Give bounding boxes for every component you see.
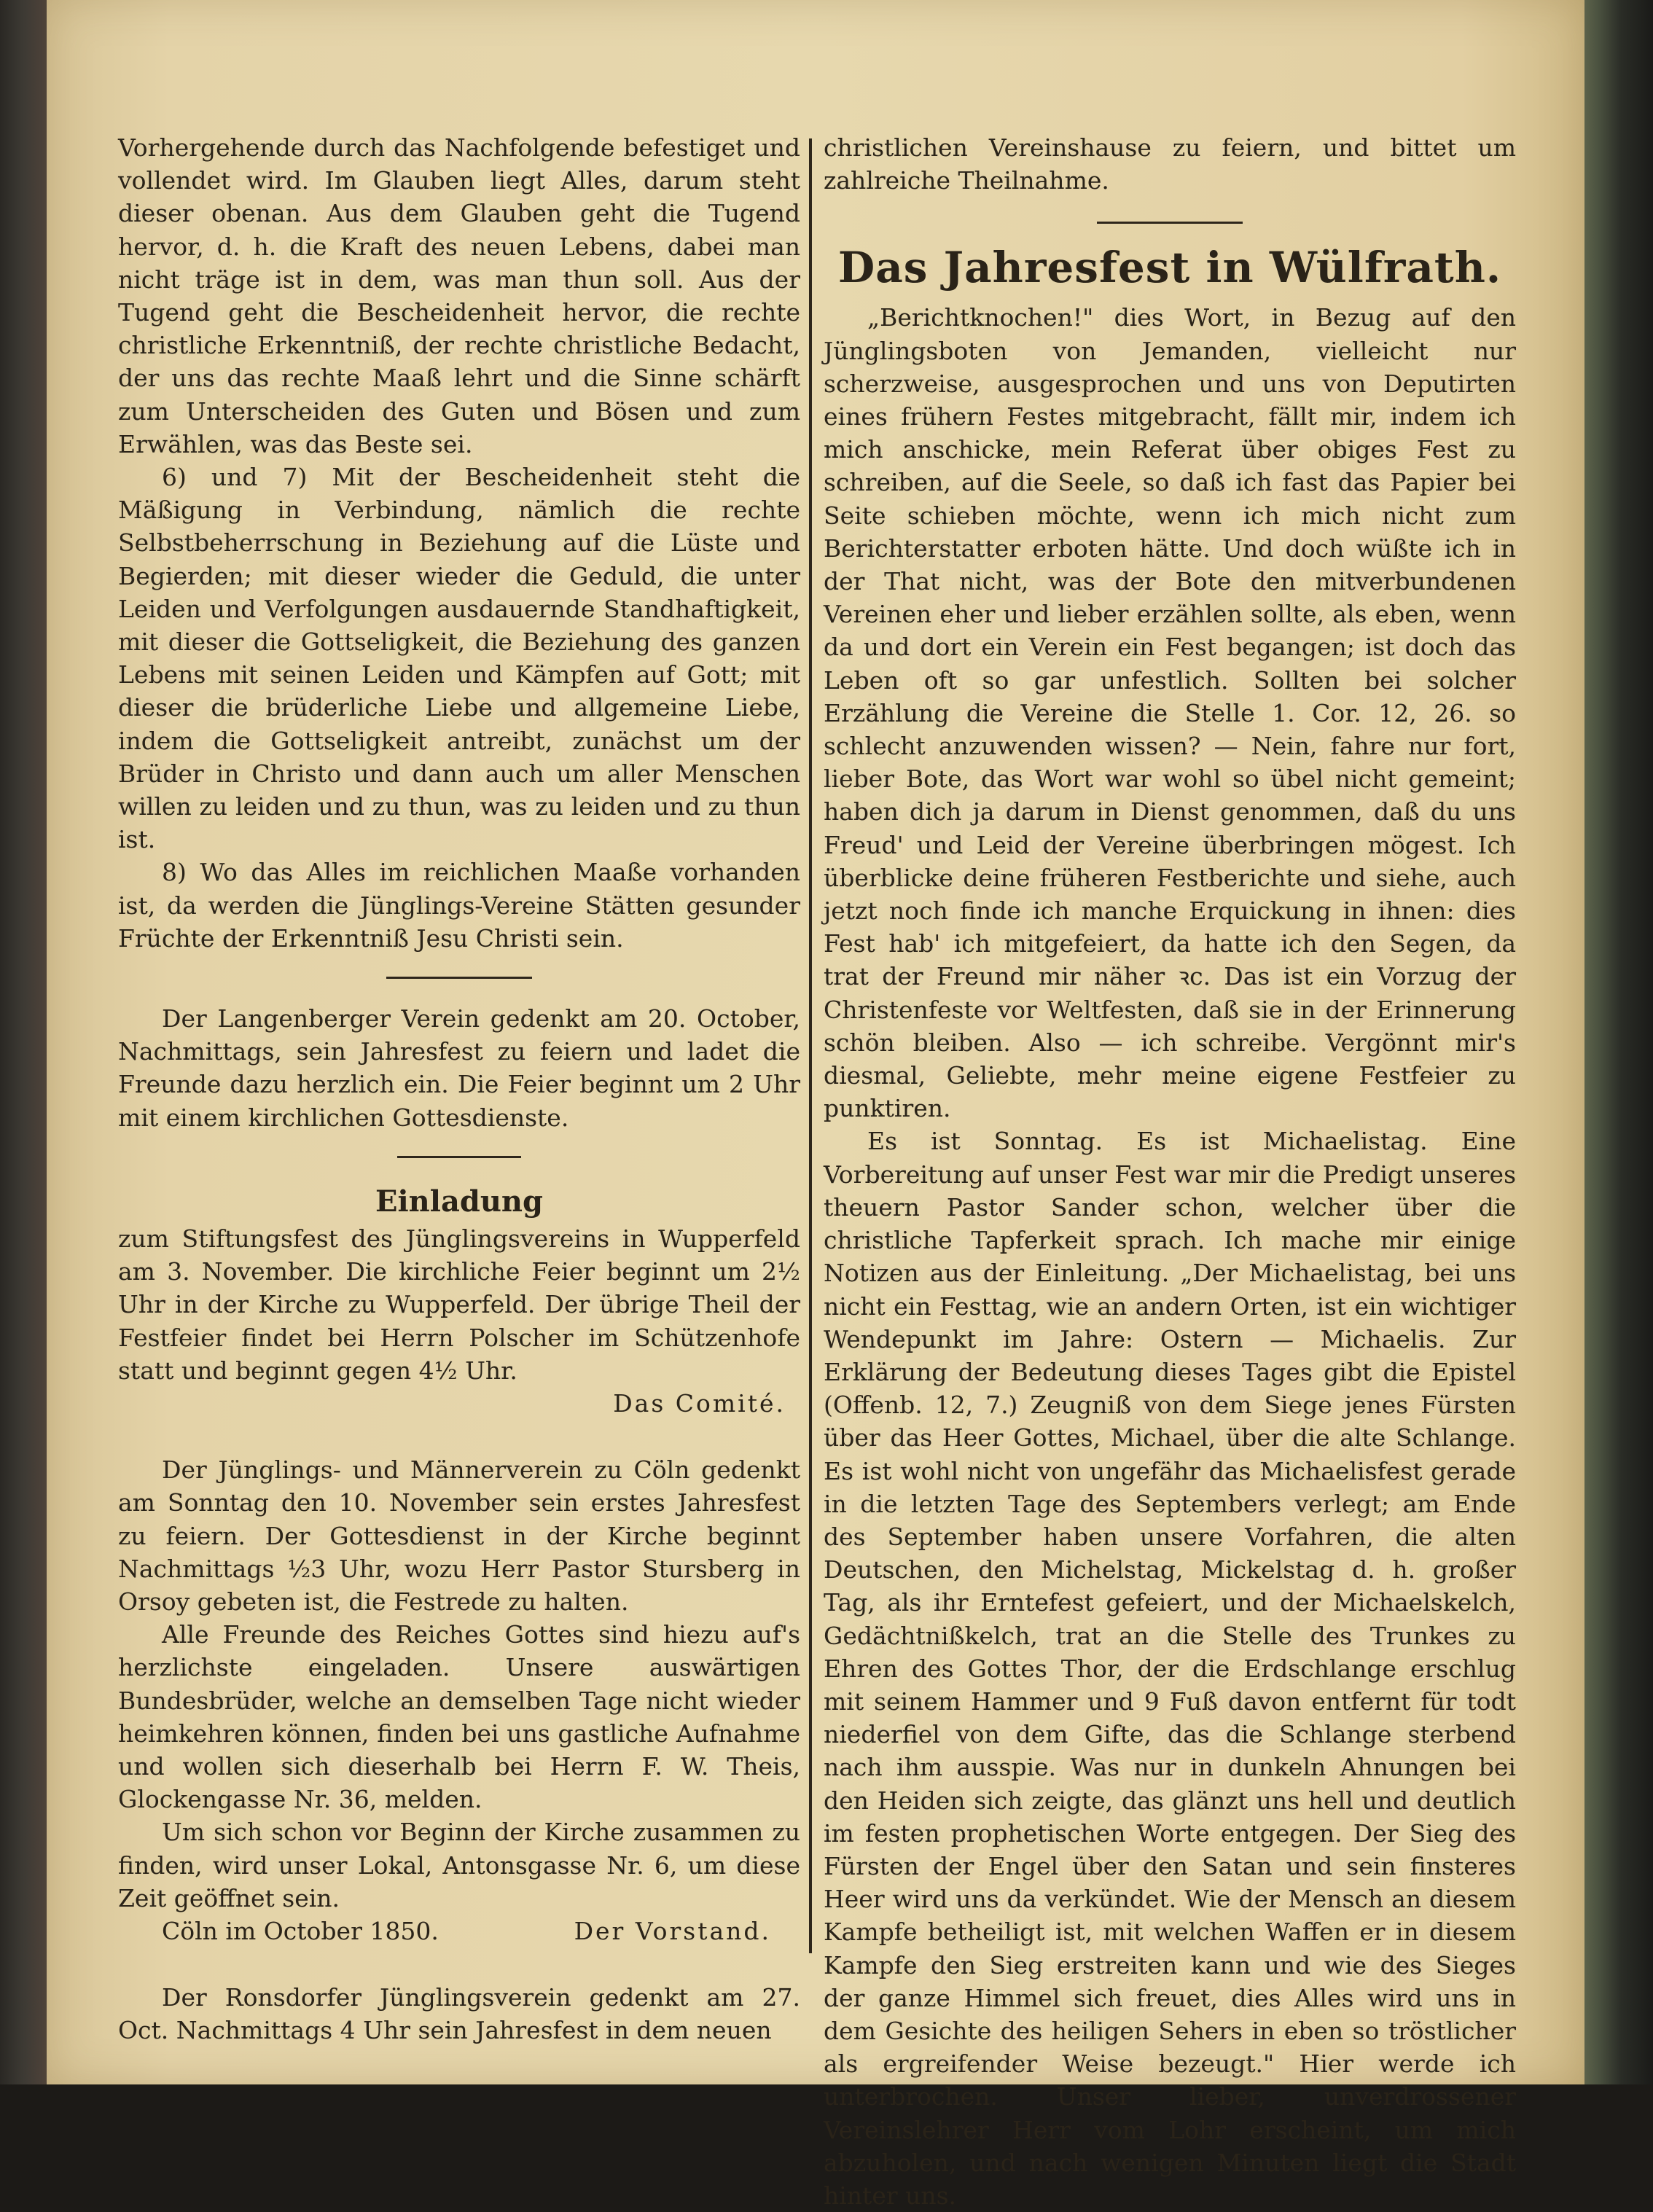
article-para-2: Es ist Sonntag. Es ist Michaelistag. Eine Vorbereitung auf unser Fest war mir die Predigt unseres theuern Pastor Sander schon, welcher über die christliche Tapferkeit sprach. Ich mache mir einige Notizen aus der Einleitung. „Der Michaelistag, bei uns nicht ein Festtag, wie an andern Orten, ist ein wichtiger Wendepunkt im Jahre: Ostern — Michaelis. Zur Erklärung der Bedeutung dieses Tages gibt die Epistel (Offenb. 12, 7.) Zeugniß von dem Siege jenes Fürsten über das Heer Gottes, Michael, über die alte Schlange. Es ist wohl nicht von ungefähr das Michaelisfest gerade in die letzten Tage des Septembers verlegt; am Ende des September haben unsere Vorfahren, die alten Deutschen, den Michelstag, Mickelstag d. h. großer Tag, als ihr Erntefest gefeiert, und der Michaelskelch, Gedächtnißkelch, trat an die Stelle des Trunkes zu Ehren des Gottes Thor, der die Erdschlange erschlug mit seinem Hammer und 9 Fuß davon entfernt für todt niederfiel von dem Gifte, das die Schlange sterbend nach ihm ausspie. Was nur in dunkeln Ahnungen bei den Heiden sich zeigte, das glänzt uns hell und deutlich im festen prophetischen Worte entgegen. Der Sieg des Fürsten der Engel über den Satan und sein finsteres Heer wird uns da verkündet. Wie der Mensch an diesem Kampfe betheiligt ist, mit welchen Waffen er in diesem Kampfe den Sieg erstreiten kann und wie des Sieges der ganze Himmel sich freuet, dies Alles wird uns in dem Gesichte des heiligen Sehers in eben so tröstlicher als ergreifender Weise bezeugt." Hier werde ich unterbrochen. Unser lieber, unverdrossener Vereinslehrer Herr vom Lohr erscheint, um mich abzuholen, und nach wenigen Minuten liegt die Stadt hinter uns.	[824, 1127, 1516, 2210]
article-heading: Das Jahresfest in Wülfrath.	[837, 243, 1502, 293]
coeln-place-date: Cöln im October 1850.	[162, 1916, 439, 1945]
left-para-1: Vorhergehende durch das Nachfolgende befestiget und vollendet wird. Im Glauben liegt Alles, darum steht dieser obenan. Aus dem Glauben geht die Tugend hervor, d. h. die Kraft des neuen Lebens, dabei man nicht träge ist in dem, was man thun soll. Aus der Tugend geht die Bescheidenheit hervor, die rechte christliche Erkenntniß, der rechte christliche Bedacht, der uns das rechte Maaß lehrt und die Sinne schärft zum Unterscheiden des Guten und Bösen und zum Erwählen, was das Beste sei.	[118, 133, 800, 458]
coeln-para-1: Der Jünglings- und Männerverein zu Cöln gedenkt am Sonntag den 10. November sein erstes Jahresfest zu feiern. Der Gottesdienst in der Kirche beginnt Nachmittags ½3 Uhr, wozu Herr Pastor Stursberg in Orsoy gebeten ist, die Festrede zu halten.	[118, 1455, 800, 1616]
einladung-title: Einladung	[375, 1184, 543, 1219]
coeln-para-3: Um sich schon vor Beginn der Kirche zusammen zu finden, wird unser Lokal, Antonsgasse Nr. 6, um diese Zeit geöffnet sein.	[118, 1818, 800, 1912]
article-para-1: „Berichtknochen!" dies Wort, in Bezug auf den Jünglingsboten von Jemanden, vielleicht nur scherzweise, ausgesprochen und uns von Deputirten eines frühern Festes mitgebracht, fällt mir, indem ich mich anschicke, mein Referat über obiges Fest zu schreiben, auf die Seele, so daß ich fast das Papier bei Seite schieben möchte, wenn ich mich nicht zum Berichterstatter erboten hätte. Und doch wüßte ich in der That nicht, was der Bote den mitverbundenen Vereinen eher und lieber erzählen sollte, als eben, wenn da und dort ein Verein ein Fest begangen; ist doch das Leben oft so gar unfestlich. Sollten bei solcher Erzählung die Vereine die Stelle 1. Cor. 12, 26. so schlecht anzuwenden wissen? — Nein, fahre nur fort, lieber Bote, das Wort war wohl so übel nicht gemeint; haben dich ja darum in Dienst genommen, daß du uns Freud' und Leid der Vereine überbringen mögest. Ich überblicke deine früheren Festberichte und siehe, auch jetzt noch finde ich manche Erquickung in ihnen: dies Fest hab' ich mitgefeiert, da hatte ich den Segen, da trat der Freund mir näher ꝛc. Das ist ein Vorzug der Christenfeste vor Weltfesten, daß sie in der Erinnerung schön bleiben. Also — ich schreibe. Vergönnt mir's diesmal, Geliebte, mehr meine eigene Festfeier zu punktiren.	[824, 303, 1516, 1123]
book-binding-right	[1574, 0, 1653, 2084]
spacer	[118, 1947, 800, 1981]
newspaper-page	[47, 0, 1584, 2210]
langenberg-notice: Der Langenberger Verein gedenkt am 20. October, Nachmittags, sein Jahresfest zu feiern und ladet die Freunde dazu herzlich ein. Die Feier beginnt um 2 Uhr mit einem kirchlichen Gottesdienste.	[118, 1004, 800, 1132]
right-column	[802, 131, 1516, 2212]
coeln-para-2: Alle Freunde des Reiches Gottes sind hiezu auf's herzlichste eingeladen. Unsere auswärtigen Bundesbrüder, welche an demselben Tage nicht wieder heimkehren können, finden bei uns gastliche Aufnahme und wollen sich dieserhalb bei Herrn F. W. Theis, Glockengasse Nr. 36, melden.	[118, 1620, 800, 1814]
separator-rule	[397, 1156, 521, 1158]
right-continuation: christlichen Vereinshause zu feiern, und bittet um zahlreiche Theilnahme.	[824, 133, 1516, 195]
einladung-signature: Das Comité.	[613, 1388, 786, 1418]
left-para-3: 8) Wo das Alles im reichlichen Maaße vorhanden ist, da werden die Jünglings-Vereine Stätten gesunder Früchte der Erkenntniß Jesu Christi sein.	[118, 858, 800, 953]
separator-rule	[1097, 222, 1243, 224]
left-column	[118, 131, 800, 2047]
spacer	[118, 1420, 800, 1453]
left-para-2: 6) und 7) Mit der Bescheidenheit steht die Mäßigung in Verbindung, nämlich die rechte Selbstbeherrschung in Beziehung auf die Lüste und Begierden; mit dieser wieder die Geduld, die unter Leiden und Verfolgungen ausdauernde Standhaftigkeit, mit dieser die Gottseligkeit, die Beziehung des ganzen Lebens mit seinen Leiden und Kämpfen auf Gott; mit dieser die brüderliche Liebe und allgemeine Liebe, indem die Gottseligkeit antreibt, zunächst um der Brüder in Christo und dann auch um aller Menschen willen zu leiden und zu thun, was zu leiden und zu thun ist.	[118, 463, 800, 854]
coeln-signature: Der Vorstand.	[574, 1916, 771, 1945]
ronsdorf-notice: Der Ronsdorfer Jünglingsverein gedenkt am 27. Oct. Nachmittags 4 Uhr sein Jahresfest in dem neuen	[118, 1983, 800, 2045]
coeln-signline	[118, 1915, 800, 1947]
einladung-body: zum Stiftungsfest des Jünglingsvereins in Wupperfeld am 3. November. Die kirchliche Feier beginnt um 2½ Uhr in der Kirche zu Wupperfeld. Der übrige Theil der Festfeier findet bei Herrn Polscher im Schützenhofe statt und beginnt gegen 4½ Uhr.	[118, 1224, 800, 1385]
separator-rule	[386, 977, 532, 979]
